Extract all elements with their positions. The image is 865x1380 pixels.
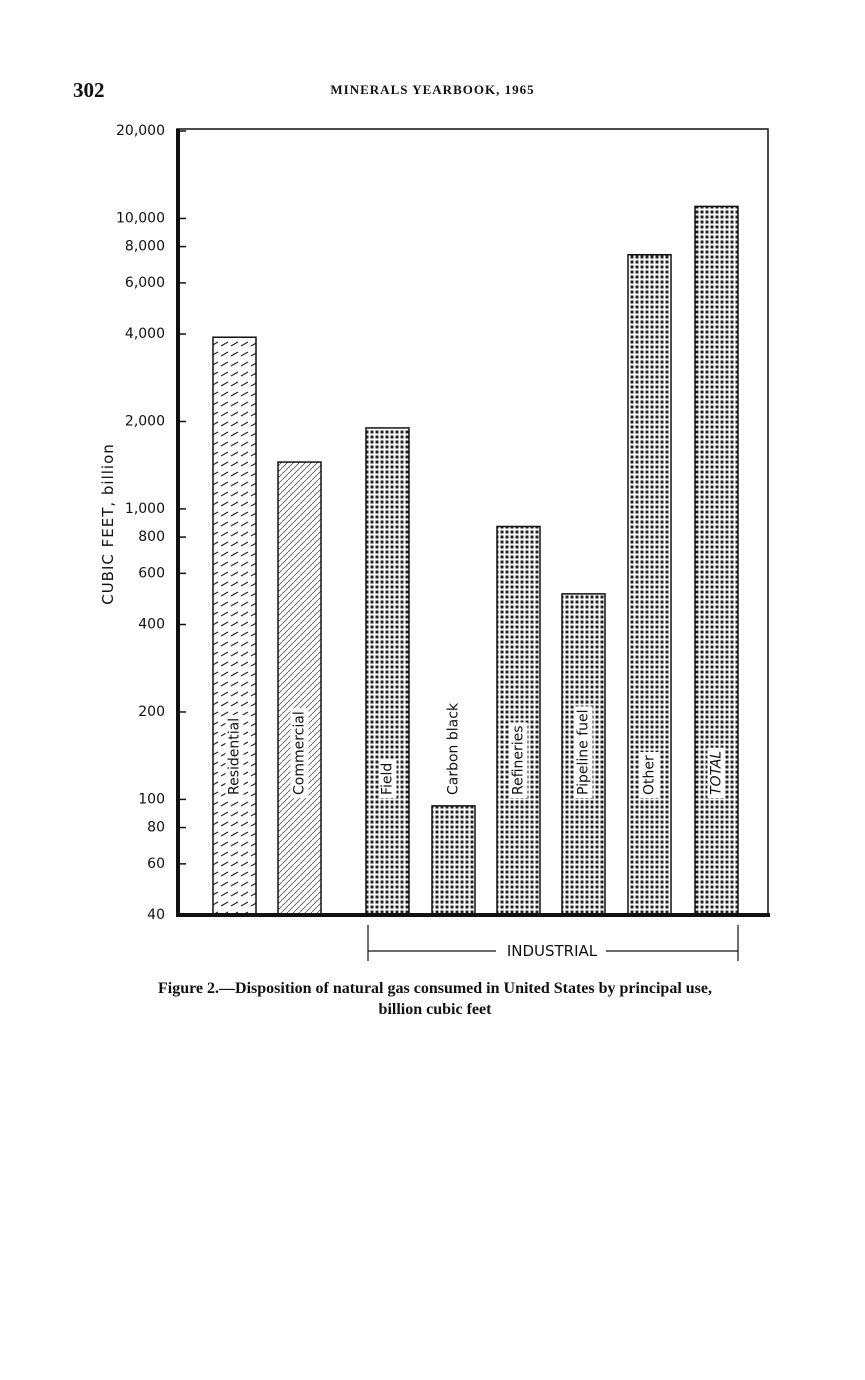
bar-label: Pipeline fuel [575,709,592,795]
y-tick-label: 40 [147,907,165,923]
y-tick-label: 400 [138,616,165,633]
industrial-bracket [368,925,738,961]
bar-label: Refineries [510,725,527,795]
industrial-label: INDUSTRIAL [506,942,598,960]
bar-label: Field [379,762,396,795]
y-tick-label: 600 [138,565,165,582]
y-tick-label: 1,000 [124,500,165,517]
bar-label: TOTAL [708,750,725,795]
y-tick-label: 8,000 [124,238,165,255]
y-tick-label: 80 [147,819,165,836]
bar-refineries [497,526,540,915]
y-tick-label: 2,000 [124,413,165,430]
y-tick-label: 4,000 [124,326,165,343]
y-tick-label: 6,000 [124,274,165,291]
bar-carbon-black [432,806,475,915]
bar-label: Residential [226,717,243,795]
bar-commercial [278,462,321,915]
caption-line-2: billion cubic feet [378,1001,492,1018]
plot-frame [177,129,768,915]
bar-field [366,428,409,915]
y-axis-title: CUBIC FEET, billion [99,443,117,605]
y-tick-label: 60 [147,855,165,872]
bar-label: Commercial [291,711,308,795]
running-head: MINERALS YEARBOOK, 1965 [330,82,535,97]
bar-other [628,255,671,915]
bar-label: Carbon black [445,702,462,795]
y-tick-label: 20,000 [116,123,165,139]
y-tick-label: 200 [138,703,165,720]
figure-caption [95,978,775,1020]
bar-label: Other [641,755,658,795]
caption-line-1: Figure 2.—Disposition of natural gas consumed in United States by principal use, [158,980,712,997]
page-number: 302 [73,78,105,102]
y-tick-label: 10,000 [116,210,165,227]
bar-total [695,206,738,915]
bar-residential [213,337,256,915]
y-tick-label: 100 [138,791,165,808]
y-tick-label: 800 [138,529,165,546]
